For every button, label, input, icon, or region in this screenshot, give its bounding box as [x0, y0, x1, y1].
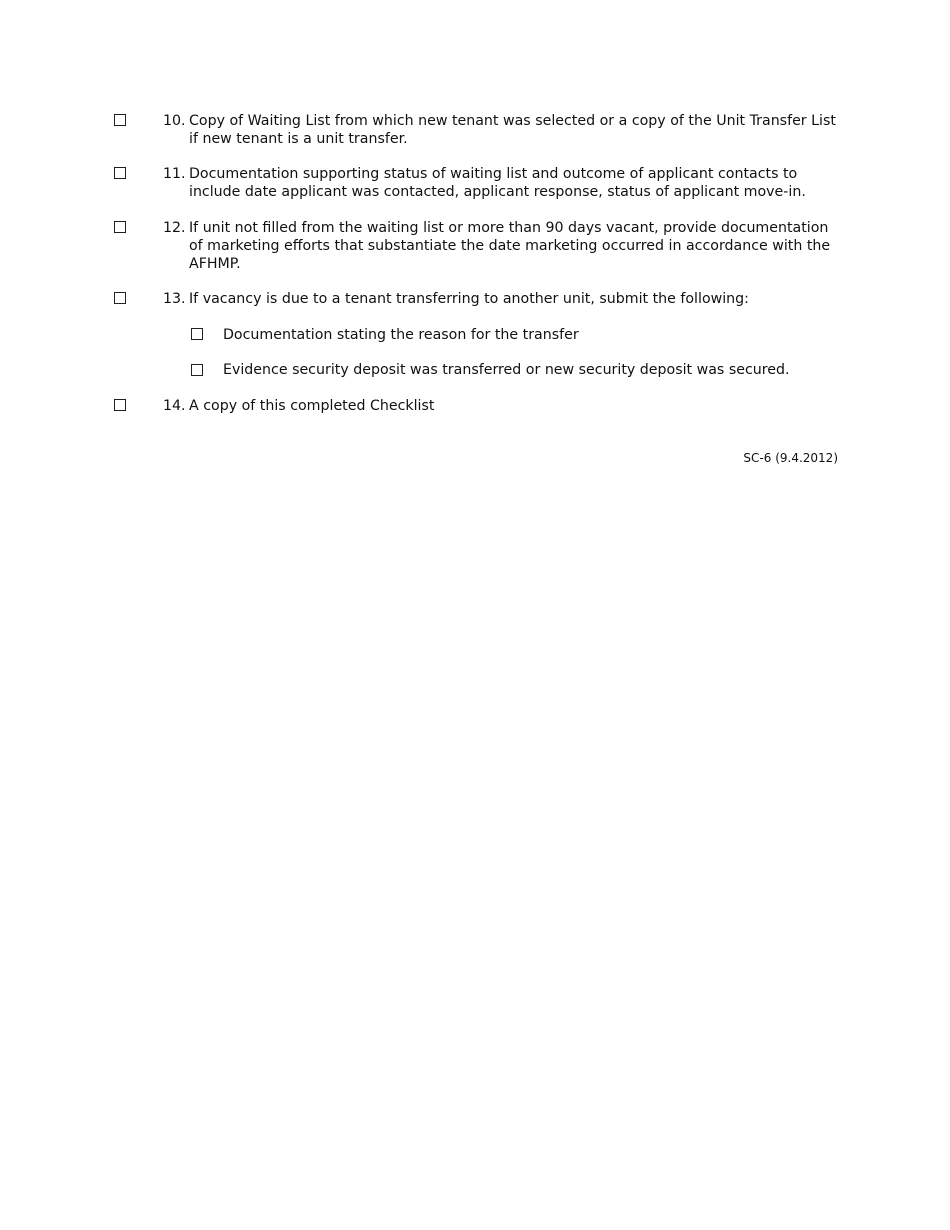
item-10-number: 10.	[163, 113, 186, 129]
item-10-checkbox[interactable]	[114, 114, 126, 126]
item-11-text: Documentation supporting status of waiting list and outcome of applicant contacts to include date applicant was contacted, applicant response, status of applicant move-in.	[189, 166, 806, 200]
form-identifier: SC-6 (9.4.2012)	[743, 451, 838, 465]
subitem-13a-checkbox[interactable]	[191, 328, 203, 340]
item-14-checkbox[interactable]	[114, 399, 126, 411]
item-14-text: A copy of this completed Checklist	[189, 398, 435, 414]
item-13-text: If vacancy is due to a tenant transferring to another unit, submit the following:	[189, 291, 749, 307]
item-11-checkbox[interactable]	[114, 167, 126, 179]
item-12-number: 12.	[163, 220, 186, 236]
item-12-checkbox[interactable]	[114, 221, 126, 233]
item-11-number: 11.	[163, 166, 186, 182]
subitem-13b-checkbox[interactable]	[191, 364, 203, 376]
item-13-number: 13.	[163, 291, 186, 307]
item-12-text: If unit not filled from the waiting list or more than 90 days vacant, provide documentation of marketing efforts that substantiate the date marketing occurred in accordance with the AFHMP.	[189, 220, 831, 272]
item-13-checkbox[interactable]	[114, 292, 126, 304]
item-10-text: Copy of Waiting List from which new tenant was selected or a copy of the Unit Transfer List if new tenant is a unit transfer.	[189, 113, 836, 147]
item-14-number: 14.	[163, 398, 186, 414]
subitem-13a-text: Documentation stating the reason for the transfer	[223, 327, 579, 343]
subitem-13b-text: Evidence security deposit was transferred or new security deposit was secured.	[223, 362, 790, 378]
